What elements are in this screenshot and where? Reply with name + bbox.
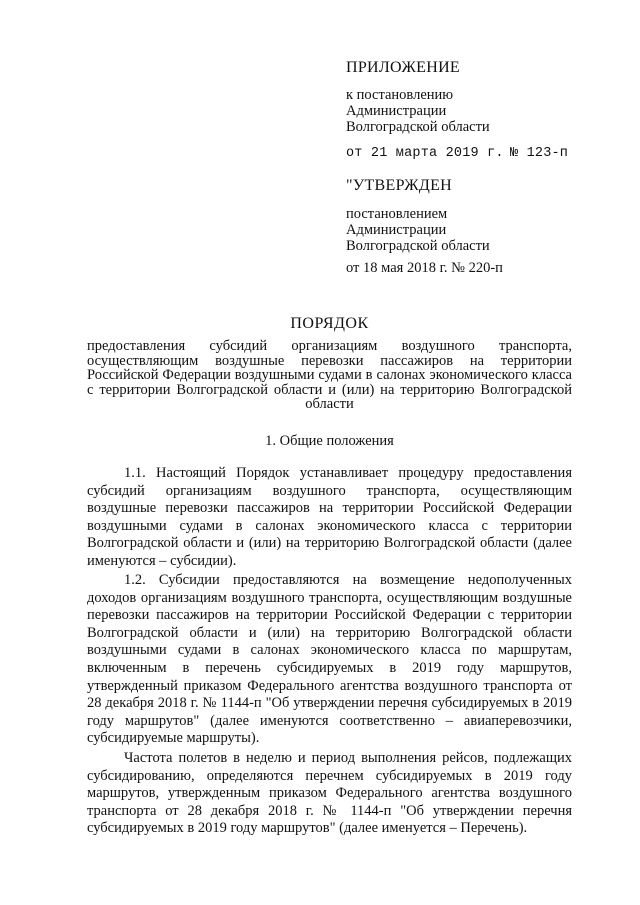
appendix-line-2: Администрации [346,103,447,119]
paragraph-frequency: Частота полетов в неделю и период выполнения рейсов, подлежащих субсидированию, определяются перечнем субсидируемых в 2019 году маршрутов, утвержденным приказом Федерального агентства воздушного транспорта от 28 декабря 2018 г. № 1144-п "Об утверждении перечня субсидируемых в 2019 году маршрутов" (далее именуется – Перечень). [87,750,572,837]
approved-line-2: Администрации [346,222,447,238]
document-subtitle: предоставления субсидий организациям воздушного транспорта, осуществляющим воздушные перевозки пассажиров на территории Российской Федерации воздушными судами в салонах экономического класса с территории Волгоградской области и (или) на территорию Волгоградской области [87,338,572,412]
paragraph-1-2: 1.2. Субсидии предоставляются на возмещение недополученных доходов организациям воздушного транспорта, осуществляющим воздушные перевозки пассажиров на территории Российской Федерации с территории Волгоградской области и (или) на территорию Волгоградской области воздушными судами в салонах экономического класса по маршрутам, включенным в перечень субсидируемых в 2019 году маршрутов, утвержденный приказом Федерального агентства воздушного транспорта от 28 декабря 2018 г. № 1144-п "Об утверждении перечня субсидируемых в 2019 году маршрутов" (далее именуются соответственно – авиаперевозчики, субсидируемые маршруты). [87,572,572,747]
appendix-number: № 123-п [510,146,569,161]
approved-line-3: Волгоградской области [346,238,490,254]
section-heading: 1. Общие положения [265,433,394,449]
appendix-date: от 21 марта 2019 г. [346,146,504,161]
approved-date: от 18 мая 2018 г. № 220-п [346,260,503,276]
approved-line-1: постановлением [346,206,448,222]
appendix-line-3: Волгоградской области [346,119,490,135]
document-title: ПОРЯДОК [290,315,369,332]
appendix-title: ПРИЛОЖЕНИЕ [346,59,461,76]
approved-title: "УТВЕРЖДЕН [346,177,452,194]
paragraph-1-1: 1.1. Настоящий Порядок устанавливает процедуру предоставления субсидий организациям воздушного транспорта, осуществляющим воздушные перевозки пассажиров на территории Российской Федерации воздушными судами в салонах экономического класса с территории Волгоградской области и (или) на территорию Волгоградской области (далее именуются – субсидии). [87,465,572,569]
appendix-line-1: к постановлению [346,87,454,103]
